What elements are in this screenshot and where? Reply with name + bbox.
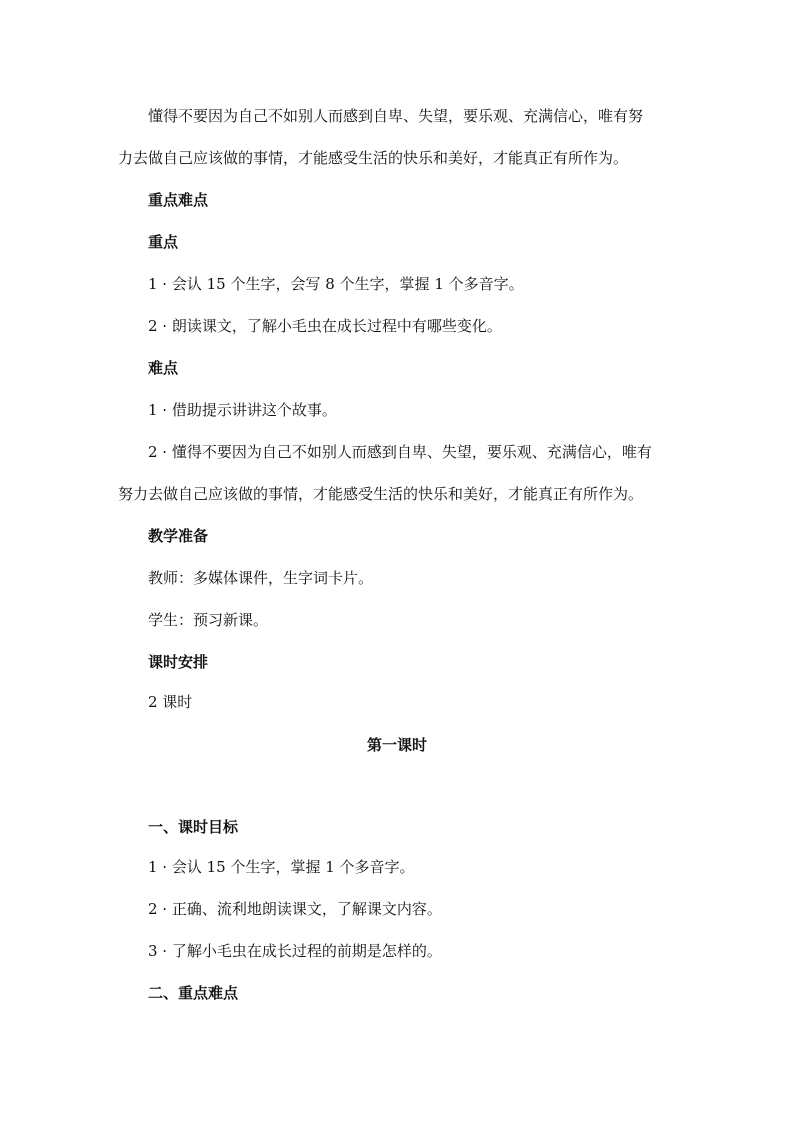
section-heading-lesson-key-points: 二、重点难点 [148,984,239,1002]
lesson-title: 第一课时 [366,736,427,754]
section-heading-key-points: 重点难点 [148,191,209,209]
intro-paragraph-line-2: 力去做自己应该做的事情，才能感受生活的快乐和美好，才能真正有所作为。 [118,149,629,167]
focus-item-2: 2 · 朗读课文，了解小毛虫在成长过程中有哪些变化。 [148,317,502,335]
preparation-student: 学生：预习新课。 [148,611,269,629]
section-heading-objectives: 一、课时目标 [148,818,239,836]
focus-item-1: 1 · 会认 15 个生字，会写 8 个生字，掌握 1 个多音字。 [148,275,524,293]
difficulty-item-2-line-2: 努力去做自己应该做的事情，才能感受生活的快乐和美好，才能真正有所作为。 [118,485,644,503]
objective-item-2: 2 · 正确、流利地朗读课文，了解课文内容。 [148,900,442,918]
section-heading-preparation: 教学准备 [148,527,209,545]
intro-paragraph-line-1: 懂得不要因为自己不如别人而感到自卑、失望，要乐观、充满信心，唯有努 [148,107,644,125]
subheading-difficulty: 难点 [148,359,179,377]
subheading-focus: 重点 [148,233,179,251]
preparation-teacher: 教师：多媒体课件，生字词卡片。 [148,569,374,587]
objective-item-1: 1 · 会认 15 个生字，掌握 1 个多音字。 [148,858,415,876]
difficulty-item-2-line-1: 2 · 懂得不要因为自己不如别人而感到自卑、失望，要乐观、充满信心，唯有 [148,443,652,461]
difficulty-item-1: 1 · 借助提示讲讲这个故事。 [148,401,337,419]
objective-item-3: 3 · 了解小毛虫在成长过程的前期是怎样的。 [148,942,442,960]
section-heading-schedule: 课时安排 [148,653,209,671]
schedule-value: 2 课时 [148,693,193,711]
